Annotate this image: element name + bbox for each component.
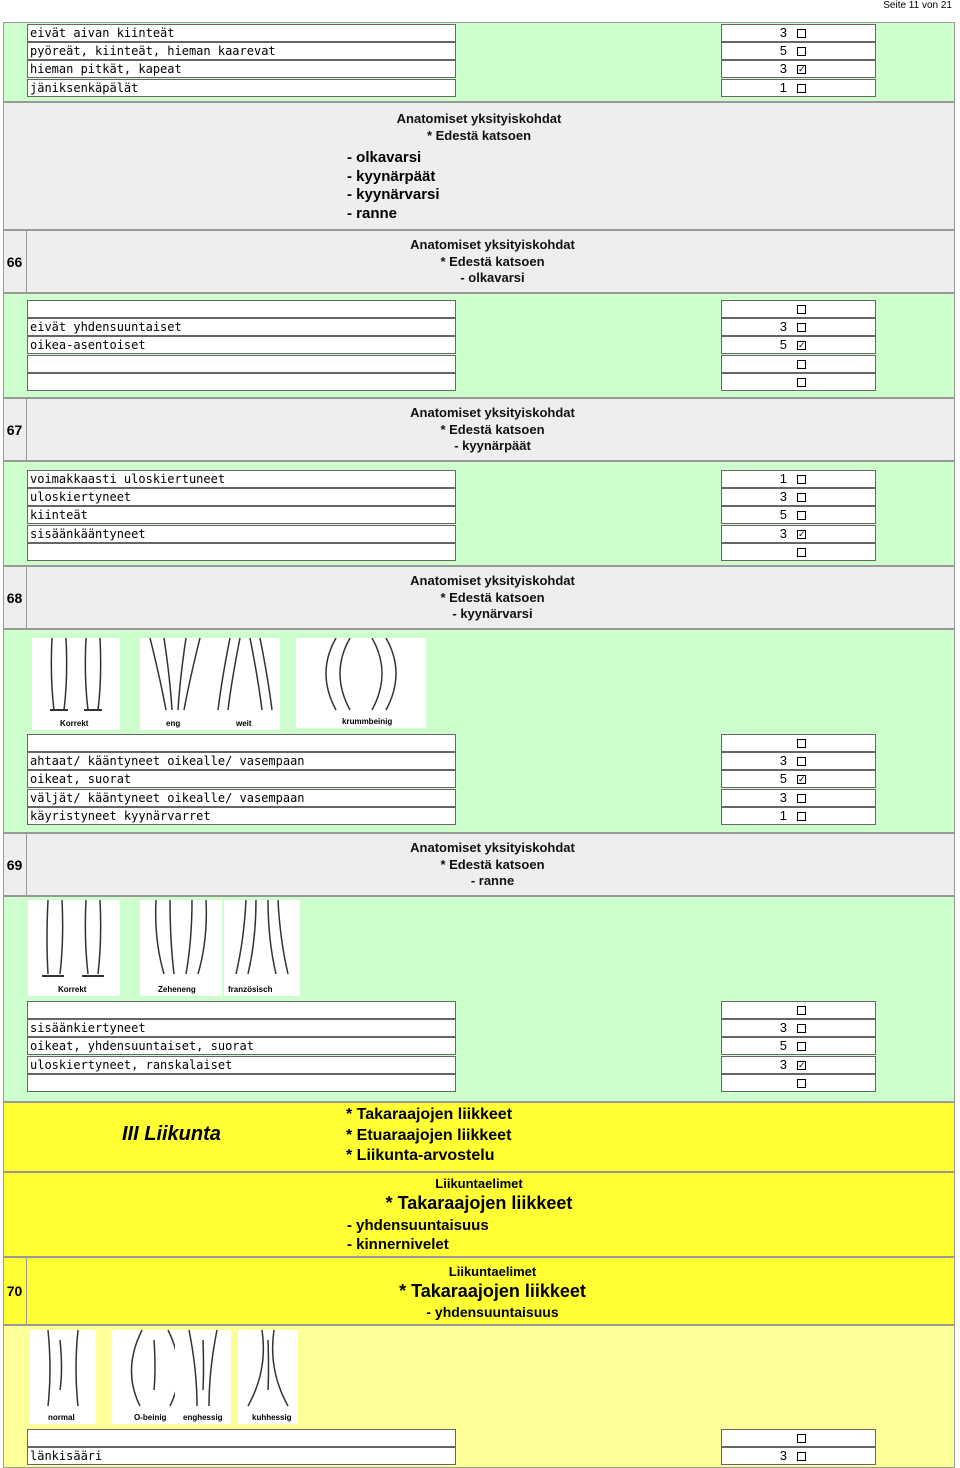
anatomy-overview-title: Anatomiset yksityiskohdat * Edestä katsoen	[396, 111, 562, 143]
option-label: oikeat, suorat	[27, 770, 456, 788]
option-label: hieman pitkät, kapeat	[27, 60, 456, 78]
option-value-cell	[721, 1056, 876, 1074]
option-value-cell	[721, 1001, 876, 1019]
section-67-title: Anatomiset yksityiskohdat * Edestä katsoen - kyynärpäät	[410, 405, 575, 453]
section-66-title: Anatomiset yksityiskohdat * Edestä katsoen - olkavarsi	[410, 237, 575, 285]
checkbox-icon[interactable]	[797, 794, 806, 803]
option-value-cell	[721, 1019, 876, 1037]
option-label	[27, 355, 456, 373]
option-value-cell	[721, 789, 876, 807]
figure-kuhhessig-hind: kuhhessig	[238, 1330, 298, 1424]
section-68-header	[3, 566, 955, 629]
option-label	[27, 373, 456, 391]
option-label: sisäänkääntyneet	[27, 525, 456, 543]
figure-korrekt-forearm: Korrekt	[32, 638, 120, 730]
option-score: 3	[779, 489, 787, 505]
option-label: väljät/ kääntyneet oikealle/ vasempaan	[27, 789, 456, 807]
figure-weit-forearm: weit	[210, 638, 280, 730]
page-number: Seite 11 von 21	[883, 0, 952, 11]
checkbox-icon[interactable]	[797, 739, 806, 748]
section-70-part: - yhdensuuntaisuus	[426, 1304, 559, 1320]
checkbox-checked-icon[interactable]: ✓	[798, 1059, 806, 1070]
option-label: jäniksenkäpälät	[27, 79, 456, 97]
option-value-cell	[721, 470, 876, 488]
liikuntaelimet-overview-subtitle: * Takaraajojen liikkeet	[385, 1193, 573, 1213]
figure-o-beinig-hind: O-beinig	[112, 1330, 196, 1424]
option-label: eivät aivan kiinteät	[27, 24, 456, 42]
option-label: oikea-asentoiset	[27, 336, 456, 354]
option-value-cell	[721, 60, 876, 78]
checkbox-icon[interactable]	[797, 323, 806, 332]
checkbox-icon[interactable]	[797, 1079, 806, 1088]
section-69-header	[3, 833, 955, 896]
checkbox-icon[interactable]	[797, 1042, 806, 1051]
section-66-number: 66	[3, 230, 27, 293]
section-70-title: Liikuntaelimet	[448, 1264, 537, 1279]
option-score: 1	[779, 471, 787, 486]
checkbox-icon[interactable]	[797, 360, 806, 369]
checkbox-icon[interactable]	[797, 378, 806, 387]
option-label	[27, 543, 456, 561]
option-label	[27, 1074, 456, 1092]
option-score: 5	[779, 1038, 787, 1054]
option-label: oikeat, yhdensuuntaiset, suorat	[27, 1037, 456, 1055]
section-68-number: 68	[3, 566, 27, 629]
figure-korrekt-wrist: Korrekt	[28, 900, 120, 996]
option-label: ahtaat/ kääntyneet oikealle/ vasempaan	[27, 752, 456, 770]
liikuntaelimet-overview-list: - yhdensuuntaisuus - kinnernivelet	[347, 1217, 489, 1253]
option-label: uloskiertyneet, ranskalaiset	[27, 1056, 456, 1074]
liikunta-section	[3, 1102, 955, 1172]
figure-normal-hind: normal	[30, 1330, 96, 1424]
liikuntaelimet-overview-title: Liikuntaelimet	[435, 1176, 523, 1191]
option-label: eivät yhdensuuntaiset	[27, 318, 456, 336]
checkbox-icon[interactable]	[797, 1024, 806, 1033]
section-70-subtitle: * Takaraajojen liikkeet	[399, 1281, 586, 1301]
option-label: sisäänkiertyneet	[27, 1019, 456, 1037]
checkbox-checked-icon[interactable]: ✓	[798, 340, 806, 351]
option-value-cell	[721, 42, 876, 60]
option-label: kiinteät	[27, 506, 456, 524]
option-score: 3	[779, 525, 787, 541]
option-value-cell	[721, 1447, 876, 1465]
figure-krummbeinig-forearm: krummbeinig	[296, 638, 426, 728]
section-67-number: 67	[3, 398, 27, 461]
section-69-number: 69	[3, 833, 27, 896]
option-label	[27, 300, 456, 318]
figure-zeheneng-wrist: Zeheneng	[140, 900, 222, 996]
option-score: 3	[779, 25, 787, 40]
option-value-cell	[721, 355, 876, 373]
section-67-header	[3, 398, 955, 461]
section-66-header	[3, 230, 955, 293]
option-label	[27, 734, 456, 752]
option-score: 3	[779, 319, 787, 335]
checkbox-icon[interactable]	[797, 29, 806, 38]
anatomy-overview	[3, 102, 955, 230]
option-value-cell	[721, 807, 876, 825]
option-value-cell	[721, 1074, 876, 1092]
option-score: 5	[779, 771, 787, 787]
checkbox-icon[interactable]	[797, 1006, 806, 1015]
option-value-cell	[721, 543, 876, 561]
checkbox-icon[interactable]	[797, 1434, 806, 1443]
liikunta-list: * Takaraajojen liikkeet * Etuaraajojen liikkeet * Liikunta-arvostelu	[346, 1106, 513, 1164]
figure-eng-forearm: eng	[140, 638, 210, 730]
checkbox-icon[interactable]	[797, 548, 806, 557]
section-69-title: Anatomiset yksityiskohdat * Edestä katsoen - ranne	[410, 840, 575, 888]
liikunta-heading: III Liikunta	[122, 1123, 221, 1145]
option-value-cell	[721, 770, 876, 788]
checkbox-icon[interactable]	[797, 493, 806, 502]
option-value-cell	[721, 1037, 876, 1055]
option-score: 3	[779, 789, 787, 805]
option-label: käyristyneet kyynärvarret	[27, 807, 456, 825]
option-score: 1	[779, 807, 787, 823]
section-68-title: Anatomiset yksityiskohdat * Edestä katsoen - kyynärvarsi	[410, 573, 575, 621]
option-value-cell	[721, 373, 876, 391]
checkbox-icon[interactable]	[797, 1452, 806, 1461]
option-value-cell	[721, 300, 876, 318]
option-value-cell	[721, 506, 876, 524]
figure-enghessig-hind: enghessig	[175, 1330, 231, 1424]
section-70-number: 70	[3, 1257, 27, 1325]
option-label: länkisääri	[27, 1447, 456, 1465]
option-label	[27, 1429, 456, 1447]
checkbox-icon[interactable]	[797, 47, 806, 56]
option-score: 5	[779, 507, 787, 523]
option-value-cell	[721, 24, 876, 42]
option-value-cell	[721, 488, 876, 506]
option-score: 3	[779, 1020, 787, 1036]
section-70-header	[3, 1257, 955, 1325]
option-value-cell	[721, 318, 876, 336]
checkbox-checked-icon[interactable]: ✓	[798, 774, 806, 785]
checkbox-checked-icon[interactable]: ✓	[798, 528, 806, 539]
option-score: 3	[779, 61, 787, 77]
figure-franzoesisch-wrist: französisch	[224, 900, 300, 996]
checkbox-icon[interactable]	[797, 511, 806, 520]
option-score: 1	[779, 79, 787, 95]
checkbox-icon[interactable]	[797, 305, 806, 314]
option-score: 5	[779, 337, 787, 353]
option-score: 3	[779, 753, 787, 769]
checkbox-checked-icon[interactable]: ✓	[798, 64, 806, 75]
option-value-cell	[721, 752, 876, 770]
anatomy-overview-list: - olkavarsi - kyynärpäät - kyynärvarsi - ranne	[347, 149, 440, 222]
option-value-cell	[721, 1429, 876, 1447]
option-value-cell	[721, 336, 876, 354]
option-label: pyöreät, kiinteät, hieman kaarevat	[27, 42, 456, 60]
liikuntaelimet-overview	[3, 1172, 955, 1257]
option-label: uloskiertyneet	[27, 488, 456, 506]
option-value-cell	[721, 734, 876, 752]
option-value-cell	[721, 79, 876, 97]
option-score: 5	[779, 43, 787, 59]
checkbox-icon[interactable]	[797, 812, 806, 821]
option-label	[27, 1001, 456, 1019]
checkbox-icon[interactable]	[797, 757, 806, 766]
option-score: 3	[779, 1448, 787, 1464]
option-value-cell	[721, 525, 876, 543]
checkbox-icon[interactable]	[797, 84, 806, 93]
option-score: 3	[779, 1056, 787, 1072]
checkbox-icon[interactable]	[797, 475, 806, 484]
option-label: voimakkaasti uloskiertuneet	[27, 470, 456, 488]
